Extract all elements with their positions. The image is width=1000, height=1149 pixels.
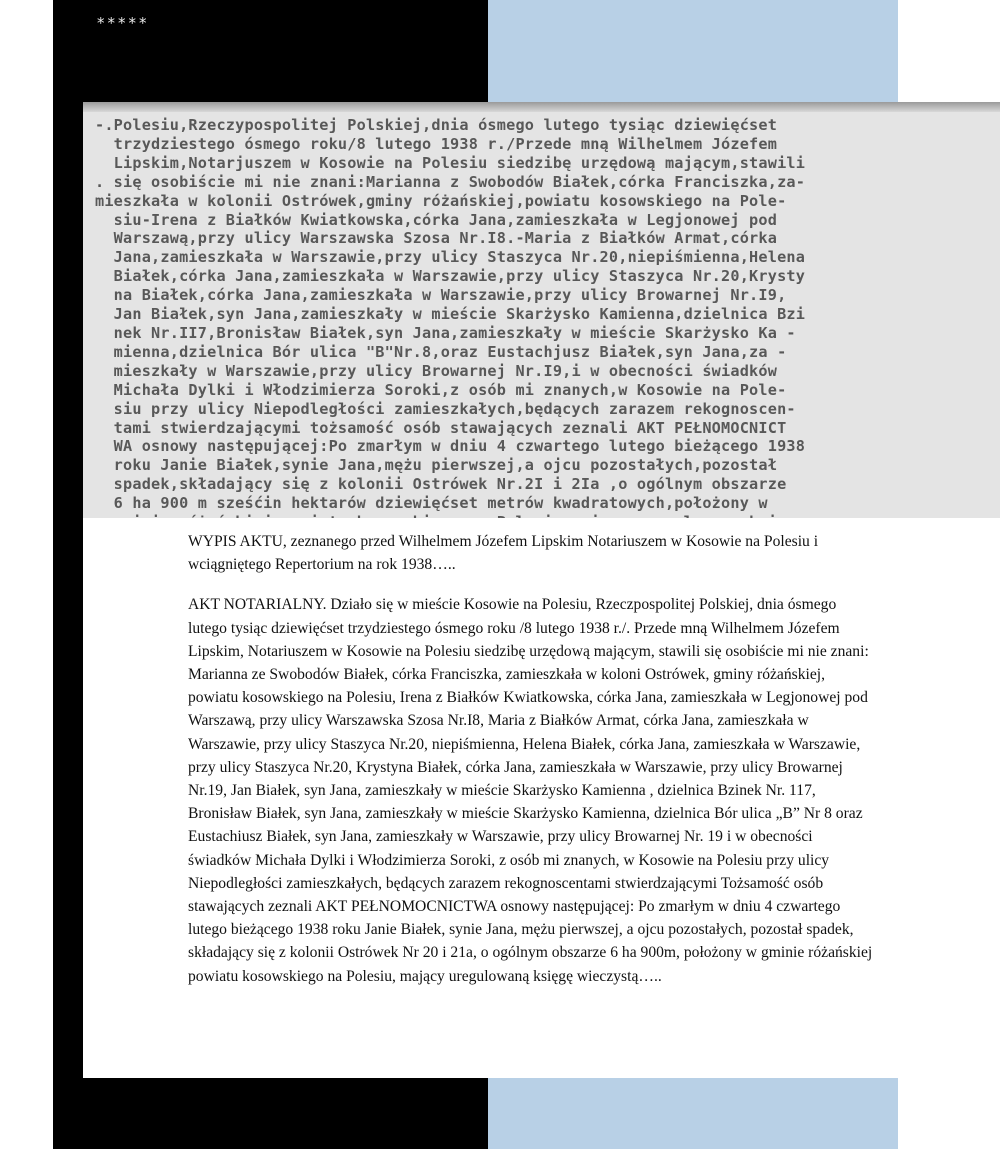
- scan-line: Jan Białek,syn Jana,zamieszkały w mieście Skarżysko Kamienna,dzielnica Bzi: [95, 305, 806, 324]
- scan-line: -.Polesiu,Rzeczypospolitej Polskiej,dnia ósmego lutego tysiąc dziewięćset: [95, 116, 778, 134]
- scan-bottom-edge: [83, 518, 1000, 524]
- scan-line: WA osnowy następującej:Po zmarłym w dniu 4 czwartego lutego bieżącego 1938: [95, 437, 806, 456]
- blue-background-panel-top: [488, 0, 898, 102]
- scan-line: Lipskim,Notarjuszem w Kosowie na Polesiu siedzibę urzędową mającym,stawili: [95, 153, 806, 172]
- scan-line: tami stwierdzającymi tożsamość osób stawających zeznali AKT PEŁNOMOCNICT: [95, 418, 787, 437]
- scan-line: mienna,dzielnica Bór ulica "B"Nr.8,oraz Eustachjusz Białek,syn Jana,za -: [95, 342, 787, 361]
- scan-line: na Białek,córka Jana,zamieszkała w Warszawie,przy ulicy Browarnej Nr.I9,: [95, 286, 787, 305]
- scan-line: siu przy ulicy Niepodległości zamieszkałych,będących zarazem rekognoscen-: [95, 399, 796, 418]
- transcript-body: AKT NOTARIALNY. Działo się w mieście Kosowie na Polesiu, Rzeczpospolitej Polskiej, dnia ósmego lutego tysiąc dziewięćset trzydziestego ósmego roku /8 lutego 1938 r./. Przede mną Wilhelmem Józefem Lipskim, Notariuszem w Kosowie na Polesiu siedzibę urzędową mającym, stawili się osobiście mi nie znani: Marianna ze Swobodów Białek, córka Franciszka, zamieszkała w koloni Ostrówek, gminy różańskiej, powiatu kosowskiego na Polesiu, Irena z Białków Kwiatkowska, córka Jana, zamieszkała w Legjonowej pod Warszawą, przy ulicy Warszawska Szosa Nr.I8, Maria z Białków Armat, córka Jana, zamieszkała w Warszawie, przy ulicy Staszyca Nr.20, niepiśmienna, Helena Białek, córka Jana, zamieszkała w Warszawie, przy ulicy Staszyca Nr.20, Krystyna Białek, córka Jana, zamieszkała w Warszawie, przy ulicy Browarnej Nr.19, Jan Białek, syn Jana, zamieszkały w mieście Skarżysko Kamienna , dzielnica Bzinek Nr. 117, Bronisław Białek, syn Jana, zamieszkały w mieście Skarżysko Kamienna, dzielnica Bór ulica „B” Nr 8 oraz Eustachiusz Białek, syn Jana, zamieszkały w Warszawie, przy ulicy Browarnej Nr. 19 i w obecności świadków Michała Dylki i Włodzimierza Soroki, z osób mi znanych, w Kosowie na Polesiu przy ulicy Niepodległości zamieszkałych, będących zarazem rekognoscentami stwierdzającymi Tożsamość osób stawających zeznali AKT PEŁNOMOCNICTWA osnowy następującej: Po zmarłym w dniu 4 czwartego lutego bieżącego 1938 roku Janie Białek, synie Jana, mężu pierwszej, a ojcu pozostałych, pozostał spadek, składający się z kolonii Ostrówek Nr 20 i 21a, o ogólnym obszarze 6 ha 900m, położony w gminie różańskiej powiatu kosowskiego na Polesiu, mający uregulowaną księgę wieczystą…..: [188, 596, 873, 985]
- scan-line: mieszkały w Warszawie,przy ulicy Browarnej Nr.I9,i w obecności świadków: [95, 361, 778, 380]
- blue-background-panel-bottom: [488, 1078, 898, 1149]
- scan-line: nek Nr.II7,Bronisław Białek,syn Jana,zamieszkały w mieście Skarżysko Ka -: [95, 323, 796, 342]
- scan-line: 6 ha 900 m sześćin hektarów dziewięćset metrów kwadratowych,położony w: [95, 494, 768, 513]
- scan-line: Jana,zamieszkała w Warszawie,przy ulicy Staszyca Nr.20,niepiśmienna,Helena: [95, 248, 806, 267]
- typewritten-lines: [95, 116, 992, 524]
- scan-line: roku Janie Białek,synie Jana,mężu pierwszej,a ojcu pozostałych,pozostał: [95, 456, 778, 475]
- scan-line: spadek,składający się z kolonii Ostrówek Nr.2I i 2Ia ,o ogólnym obszarze: [95, 475, 787, 494]
- scan-top-edge: [83, 102, 1000, 112]
- scan-line: trzydziestego ósmego roku/8 lutego 1938 r./Przede mną Wilhelmem Józefem: [95, 134, 778, 153]
- scan-line: . się osobiście mi nie znani:Marianna z Swobodów Białek,córka Franciszka,za-: [95, 172, 806, 191]
- scan-line: Michała Dylki i Włodzimierza Soroki,z osób mi znanych,w Kosowie na Pole-: [95, 380, 787, 399]
- document-page: [83, 102, 1000, 1078]
- transcription: [188, 530, 878, 988]
- scan-line: siu-Irena z Białków Kwiatkowska,córka Jana,zamieszkała w Legjonowej pod: [95, 210, 778, 229]
- scan-line: mieszkała w kolonii Ostrówek,gminy różańskiej,powiatu kosowskiego na Pole-: [95, 191, 787, 210]
- transcript-header: WYPIS AKTU, zeznanego przed Wilhelmem Józefem Lipskim Notariuszem w Kosowie na Polesiu i wciągniętego Repertorium na rok 1938…..: [188, 533, 819, 574]
- typewritten-scan: [83, 102, 1000, 524]
- decorative-stars: *****: [97, 14, 150, 32]
- scan-line: Warszawą,przy ulicy Warszawska Szosa Nr.I8.-Maria z Białków Armat,córka: [95, 229, 778, 248]
- scan-line: Białek,córka Jana,zamieszkała w Warszawie,przy ulicy Staszyca Nr.20,Krysty: [95, 267, 806, 286]
